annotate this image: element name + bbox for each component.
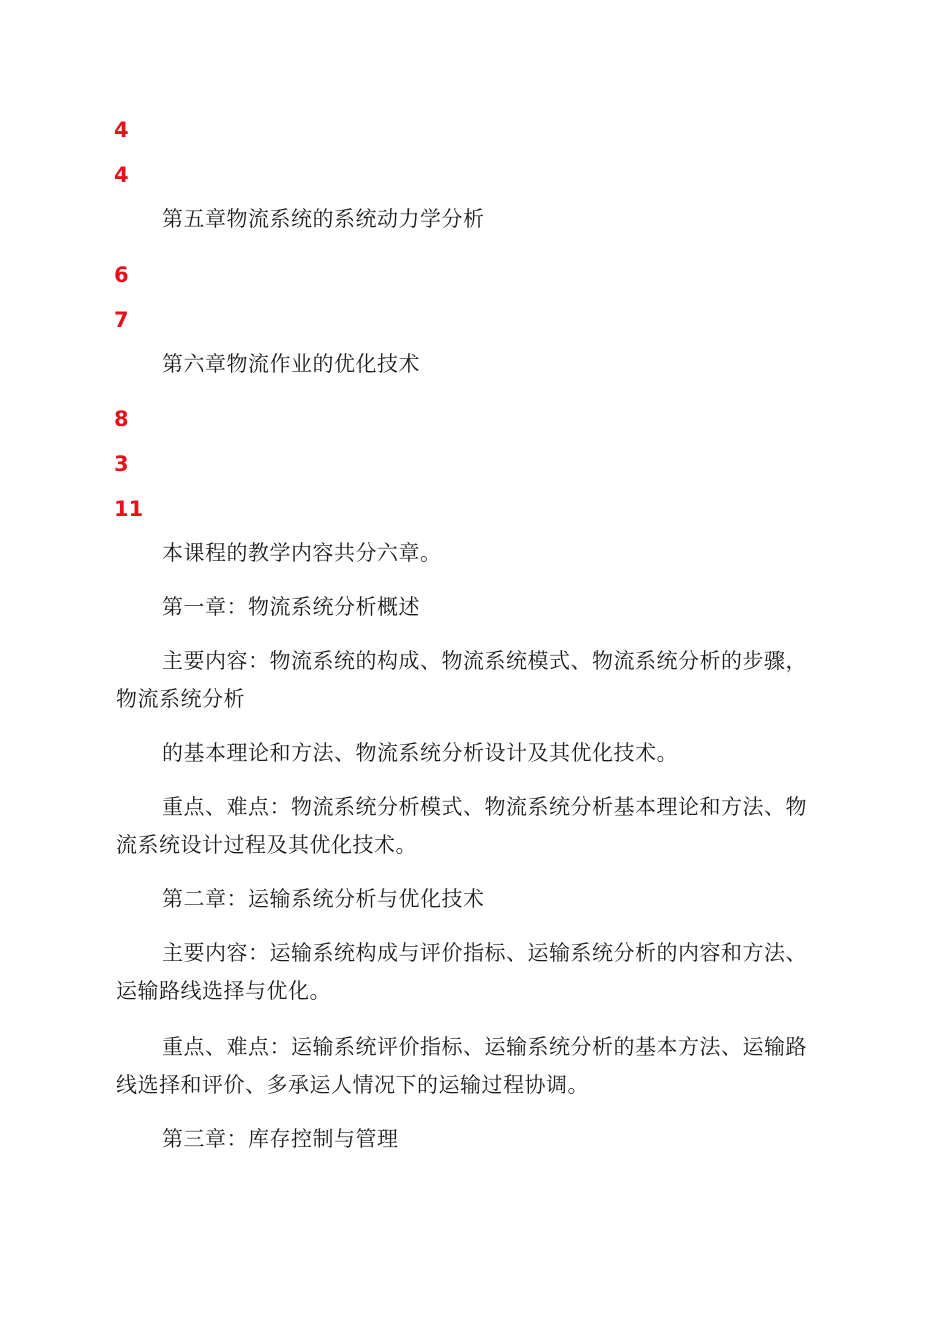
red-number: 4 (114, 118, 129, 142)
chapter-2-keypoints: 重点、难点：运输系统评价指标、运输系统分析的基本方法、运输路 (162, 1035, 807, 1059)
chapter-2-heading: 第二章：运输系统分析与优化技术 (162, 887, 485, 911)
chapter-1-content: 主要内容：物流系统的构成、物流系统模式、物流系统分析的步骤， (162, 649, 807, 673)
chapter-2-keypoints: 线选择和评价、多承运人情况下的运输过程协调。 (116, 1073, 589, 1097)
chapter-1-keypoints: 重点、难点：物流系统分析模式、物流系统分析基本理论和方法、物 (162, 795, 807, 819)
red-number: 3 (114, 452, 129, 476)
chapter-3-heading: 第三章：库存控制与管理 (162, 1127, 399, 1151)
red-number: 6 (114, 263, 129, 287)
red-number: 11 (114, 497, 144, 521)
chapter-2-content: 主要内容：运输系统构成与评价指标、运输系统分析的内容和方法、 (162, 941, 807, 965)
chapter-6-title: 第六章物流作业的优化技术 (162, 352, 420, 376)
intro-paragraph: 本课程的教学内容共分六章。 (162, 541, 442, 565)
red-number: 8 (114, 407, 129, 431)
chapter-1-keypoints: 流系统设计过程及其优化技术。 (116, 833, 417, 857)
chapter-2-content: 运输路线选择与优化。 (116, 979, 331, 1003)
chapter-1-heading: 第一章：物流系统分析概述 (162, 595, 420, 619)
chapter-1-content: 的基本理论和方法、物流系统分析设计及其优化技术。 (162, 741, 678, 765)
red-number: 7 (114, 308, 129, 332)
chapter-1-content: 物流系统分析 (116, 687, 245, 711)
red-number: 4 (114, 163, 129, 187)
chapter-5-title: 第五章物流系统的系统动力学分析 (162, 207, 485, 231)
